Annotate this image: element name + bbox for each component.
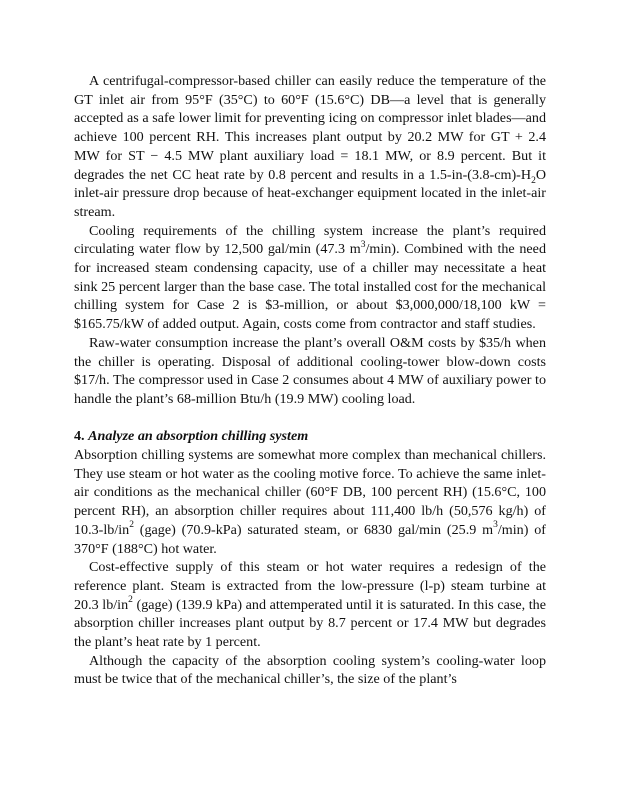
section-title: Analyze an absorption chilling system — [88, 428, 309, 445]
paragraph-text: Absorption chilling systems are somewhat more complex than mechanical chillers. They use steam or hot water as the cooling motive force. To achieve the same inlet-air conditions as the mechanical chiller (60°F DB, 100 percent RH) (15.6°C, 100 percent RH), an absorption chiller requires about 111,400 lb/h (50,576 kg/h) of 10.3-lb/in — [74, 447, 546, 538]
paragraph-text: /min) of 370°F (188°C) hot water. — [74, 521, 546, 557]
superscript: 2 — [129, 520, 134, 531]
section-body-mechanical-chiller — [74, 72, 546, 409]
superscript: 3 — [360, 239, 366, 250]
paragraph — [74, 222, 546, 334]
paragraph-text: Although the capacity of the absorption cooling system’s cooling-water loop must be twice that of the mechanical chiller’s, the size of the plant’s — [74, 652, 546, 688]
subscript: 2 — [531, 175, 536, 186]
section-number: 4. — [74, 428, 85, 445]
superscript: 3 — [493, 520, 498, 531]
paragraph — [74, 446, 546, 558]
section-heading — [74, 427, 546, 446]
paragraph-text: (gage) (70.9-kPa) saturated steam, or 6830 gal/min (25.9 m — [133, 521, 494, 538]
paragraph-text: Raw-water consumption increase the plant’s overall O&M costs by $35/h when the chiller is operating. Disposal of additional cooling-tower blow-down costs $17/h. The compressor used in Case 2 consumes about 4 MW of auxiliary power to handle the plant’s 68-million Btu/h (19.9 MW) cooling load. — [74, 334, 546, 407]
section-body-absorption-chiller — [74, 446, 546, 689]
paragraph-text: A centrifugal-compressor-based chiller can easily reduce the temperature of the GT inlet air from 95°F (35°C) to 60°F (15.6°C) DB—a level that is generally accepted as a safe lower limit for preventing icing on compressor inlet blades—and achieve 100 percent RH. This increases plant output by 20.2 MW for GT + 2.4 MW for ST − 4.5 MW plant auxiliary load = 18.1 MW, or 8.9 percent. But it degrades the net CC heat rate by 0.8 percent and results in a 1.5-in-(3.8-cm)-H — [74, 73, 546, 183]
paragraph-text: Cooling requirements of the chilling system increase the plant’s required circulating water flow by 12,500 gal/min (47.3 m — [74, 222, 546, 258]
paragraph — [74, 652, 546, 689]
section-spacer — [74, 409, 546, 428]
paragraph — [74, 558, 546, 652]
paragraph — [74, 334, 546, 409]
paragraph-text: /min). Combined with the need for increased steam condensing capacity, use of a chiller may necessitate a heat sink 25 percent larger than the base case. The total installed cost for the mechanical chilling system for Case 2 is $3-million, or about $3,000,000/18,100 kW = $165.75/kW of added output. Again, costs come from contractor and staff studies. — [74, 241, 546, 333]
paragraph-text: Cost-effective supply of this steam or hot water requires a redesign of the reference plant. Steam is extracted from the low-pressure (l-p) steam turbine at 20.3 lb/in — [74, 559, 546, 613]
paragraph — [74, 72, 546, 222]
paragraph-text: O inlet-air pressure drop because of heat-exchanger equipment located in the inlet-air stream. — [74, 166, 546, 220]
document-page — [74, 72, 546, 689]
paragraph-text: (gage) (139.9 kPa) and attemperated until it is saturated. In this case, the absorption chiller increases plant output by 8.7 percent or 17.4 MW but degrades the plant’s heat rate by 1 percent. — [74, 596, 546, 651]
superscript: 2 — [128, 594, 133, 605]
